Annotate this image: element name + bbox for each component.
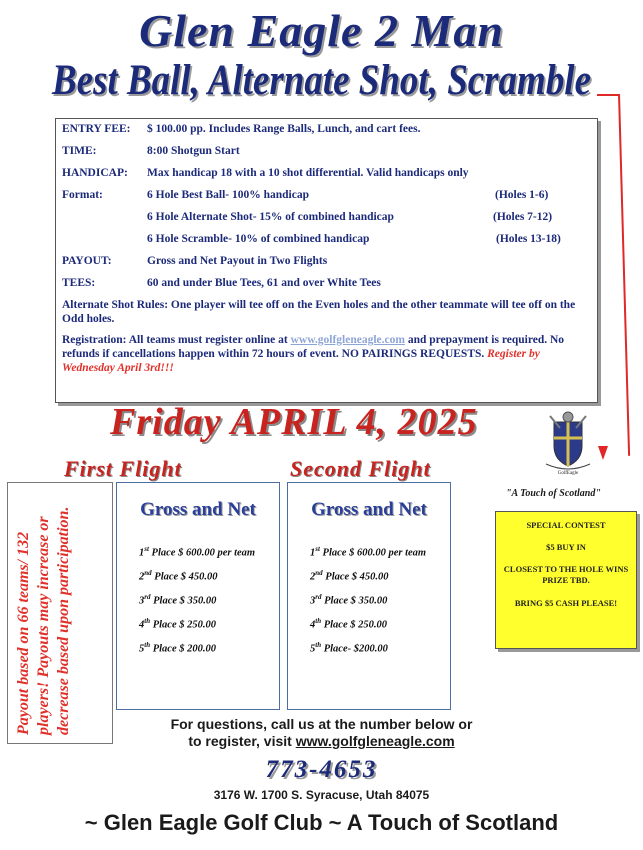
phone-number: 773-4653	[265, 756, 378, 783]
time-value: 8:00 Shotgun Start	[147, 145, 240, 157]
payout-side-note-text: Payout based on 66 teams/ 132 players! Payouts may increase or decrease based upon participation.	[15, 506, 72, 735]
contest-buy-in: $5 BUY IN	[546, 542, 586, 552]
crest-icon	[540, 408, 596, 478]
entry-fee-value: $ 100.00 pp. Includes Range Balls, Lunch, and cart fees.	[147, 123, 421, 135]
payout-label: PAYOUT:	[62, 255, 112, 267]
event-date: Friday APRIL 4, 2025	[110, 401, 478, 443]
second-flight-place-3: 3rd Place $ 350.00	[310, 593, 388, 607]
format-holes-1: (Holes 1-6)	[495, 189, 549, 201]
contest-prize: CLOSEST TO THE HOLE WINS PRIZE TBD.	[503, 564, 629, 585]
second-flight-place-1: 1st Place $ 600.00 per team	[310, 545, 427, 559]
crest-text: GolfEagle	[557, 471, 579, 476]
first-flight-place-2: 2nd Place $ 450.00	[139, 569, 218, 583]
first-flight-place-1: 1st Place $ 600.00 per team	[139, 545, 256, 559]
first-flight-heading: Gross and Net	[140, 499, 256, 520]
registration-deadline: Register by Wednesday April 3rd!!!	[62, 348, 540, 374]
page-title: Glen Eagle 2 Man	[139, 5, 504, 56]
first-flight-box	[116, 482, 280, 710]
time-label: TIME:	[62, 145, 97, 157]
handicap-label: HANDICAP:	[62, 167, 128, 179]
first-flight-place-3: 3rd Place $ 350.00	[139, 593, 217, 607]
contest-title: SPECIAL CONTEST	[526, 520, 606, 530]
registration-suffix: and prepayment is required. No refunds if cancellations happen within 72 hours of event. NO PAIRINGS REQUESTS.	[62, 334, 565, 360]
format-holes-2: (Holes 7-12)	[493, 211, 553, 223]
arrow-line-top	[597, 94, 619, 96]
payout-value: Gross and Net Payout in Two Flights	[147, 255, 328, 267]
format-label: Format:	[62, 189, 103, 201]
second-flight-heading: Gross and Net	[311, 499, 427, 520]
first-flight-title: First Flight	[64, 456, 182, 481]
questions-line-1: For questions, call us at the number below or	[170, 716, 473, 732]
registration-link[interactable]: www.golfgleneagle.com	[290, 334, 405, 346]
second-flight-place-4: 4th Place $ 250.00	[310, 617, 387, 631]
website-link[interactable]: www.golfgleneagle.com	[295, 733, 455, 749]
handicap-value: Max handicap 18 with a 10 shot differential. Valid handicaps only	[147, 167, 469, 179]
questions-line-2: to register, visit www.golfgleneagle.com	[188, 733, 455, 749]
second-flight-title: Second Flight	[290, 456, 431, 481]
alt-shot-rules: Alternate Shot Rules: One player will tee off on the Even holes and the other teammate will tee off on the Odd holes.	[62, 299, 576, 325]
footer-title: ~ Glen Eagle Golf Club ~ A Touch of Scotland	[84, 810, 559, 835]
registration-prefix: Registration: All teams must register online at	[62, 334, 291, 346]
tees-value: 60 and under Blue Tees, 61 and over White Tees	[147, 277, 381, 289]
special-contest-box	[495, 511, 637, 649]
entry-fee-label: ENTRY FEE:	[62, 123, 131, 135]
info-box	[55, 118, 598, 403]
format-item-2: 6 Hole Alternate Shot- 15% of combined handicap	[147, 211, 394, 223]
second-flight-box	[287, 482, 451, 710]
page-subtitle: Best Ball, Alternate Shot, Scramble	[51, 57, 592, 104]
questions-text	[0, 716, 643, 750]
format-item-3: 6 Hole Scramble- 10% of combined handicap	[147, 233, 370, 245]
first-flight-place-5: 5th Place $ 200.00	[139, 641, 216, 655]
tees-label: TEES:	[62, 277, 96, 289]
first-flight-place-4: 4th Place $ 250.00	[139, 617, 216, 631]
arrow-down-icon	[598, 446, 608, 460]
second-flight-place-5: 5th Place- $200.00	[310, 641, 388, 655]
contest-cash: BRING $5 CASH PLEASE!	[514, 598, 618, 608]
arrow-line	[618, 94, 630, 456]
format-holes-3: (Holes 13-18)	[496, 233, 561, 245]
format-item-1: 6 Hole Best Ball- 100% handicap	[147, 189, 309, 201]
address: 3176 W. 1700 S. Syracuse, Utah 84075	[213, 788, 430, 802]
payout-side-note	[7, 482, 113, 744]
second-flight-place-2: 2nd Place $ 450.00	[310, 569, 389, 583]
registration-text	[62, 333, 582, 375]
crest-caption: "A Touch of Scotland"	[506, 488, 601, 499]
